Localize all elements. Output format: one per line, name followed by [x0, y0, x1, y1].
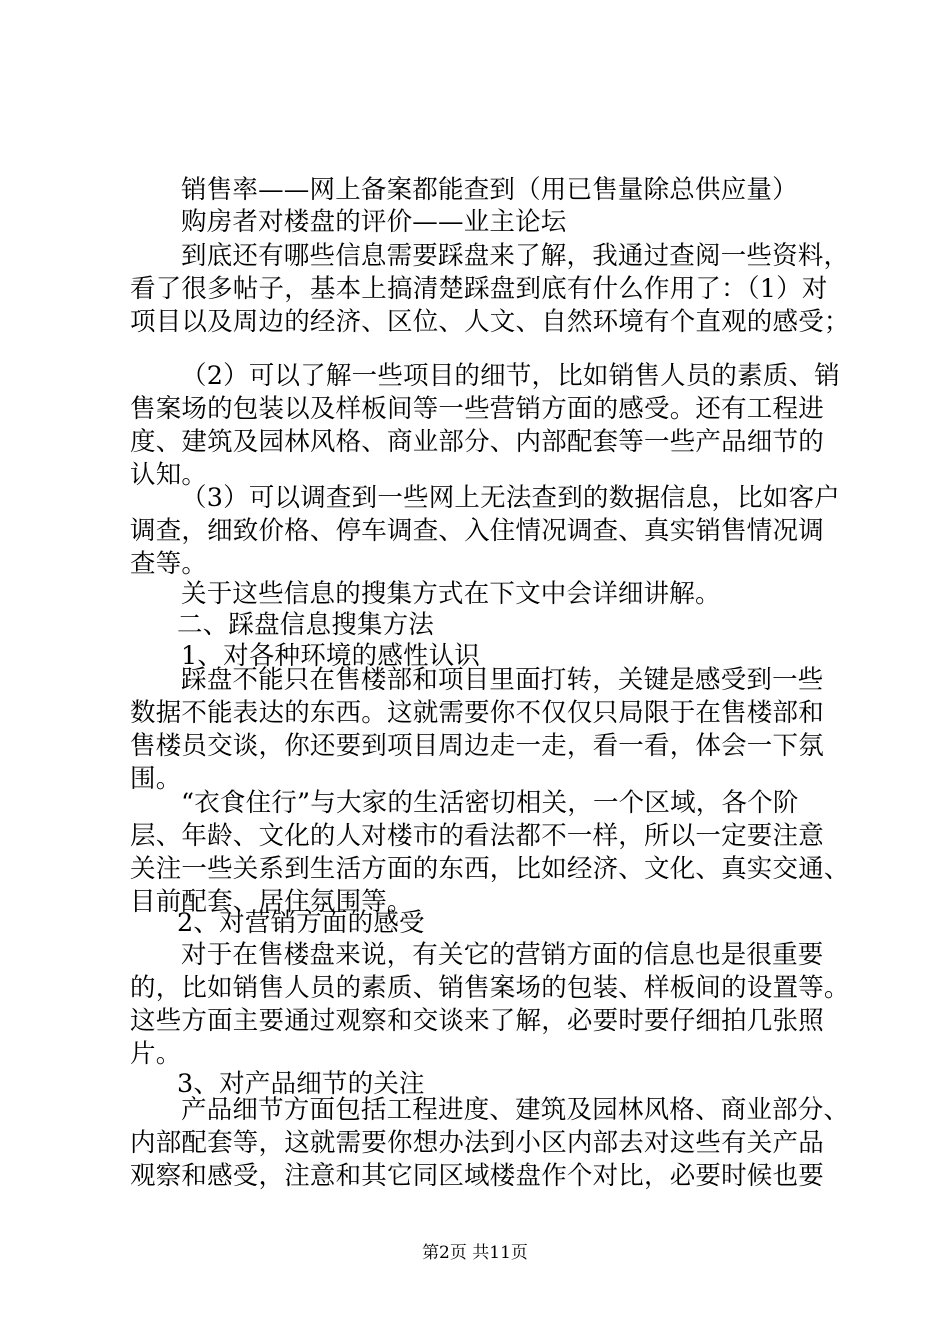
- text-line: 销售率——网上备案都能查到（用已售量除总供应量）: [181, 175, 798, 205]
- text-line: 售楼员交谈，你还要到项目周边走一走，看一看，体会一下氛: [130, 731, 824, 761]
- text-line: 观察和感受，注意和其它同区域楼盘作个对比，必要时候也要: [130, 1161, 824, 1191]
- text-line: 调查，细致价格、停车调查、入住情况调查、真实销售情况调: [130, 516, 824, 546]
- text-line: 到底还有哪些信息需要踩盘来了解，我通过查阅一些资料，: [181, 241, 850, 271]
- text-line: 查等。: [130, 549, 208, 579]
- text-line: （2）可以了解一些项目的细节，比如销售人员的素质、销: [181, 361, 840, 391]
- text-line: 的，比如销售人员的素质、销售案场的包装、样板间的设置等。: [130, 973, 850, 1003]
- text-line: 层、年龄、文化的人对楼市的看法都不一样，所以一定要注意: [130, 821, 824, 851]
- text-line: 对于在售楼盘来说，有关它的营销方面的信息也是很重要: [181, 940, 824, 970]
- text-line: 片。: [130, 1039, 182, 1069]
- text-line: “衣食住行”与大家的生活密切相关，一个区域，各个阶: [181, 788, 799, 818]
- subsection-heading: 1、对各种环境的感性认识: [181, 641, 481, 671]
- text-line: 关于这些信息的搜集方式在下文中会详细讲解。: [181, 579, 721, 609]
- text-line: 看了很多帖子，基本上搞清楚踩盘到底有什么作用了：（1）对: [130, 274, 828, 304]
- subsection-heading: 3、对产品细节的关注: [177, 1069, 425, 1099]
- text-line: 数据不能表达的东西。这就需要你不仅仅只局限于在售楼部和: [130, 698, 824, 728]
- text-line: 项目以及周边的经济、区位、人文、自然环境有个直观的感受；: [130, 307, 850, 337]
- text-line: 目前配套、居住氛围等。: [130, 887, 413, 917]
- text-line: 售案场的包装以及样板间等一些营销方面的感受。还有工程进: [130, 394, 824, 424]
- text-line: 踩盘不能只在售楼部和项目里面打转，关键是感受到一些: [181, 665, 824, 695]
- text-line: 这些方面主要通过观察和交谈来了解，必要时要仔细拍几张照: [130, 1006, 824, 1036]
- text-line: 内部配套等，这就需要你想办法到小区内部去对这些有关产品: [130, 1128, 824, 1158]
- text-line: 关注一些关系到生活方面的东西，比如经济、文化、真实交通、: [130, 854, 850, 884]
- text-line: 度、建筑及园林风格、商业部分、内部配套等一些产品细节的: [130, 427, 824, 457]
- text-line: 产品细节方面包括工程进度、建筑及园林风格、商业部分、: [181, 1095, 850, 1125]
- section-heading: 二、踩盘信息搜集方法: [177, 610, 435, 640]
- text-line: （3）可以调查到一些网上无法查到的数据信息，比如客户: [181, 483, 840, 513]
- text-line: 围。: [130, 764, 182, 794]
- text-line: 购房者对楼盘的评价——业主论坛: [181, 207, 567, 237]
- page-number: 第2页 共11页: [422, 1243, 528, 1263]
- text-line: 认知。: [130, 460, 208, 490]
- subsection-heading: 2、对营销方面的感受: [177, 908, 425, 938]
